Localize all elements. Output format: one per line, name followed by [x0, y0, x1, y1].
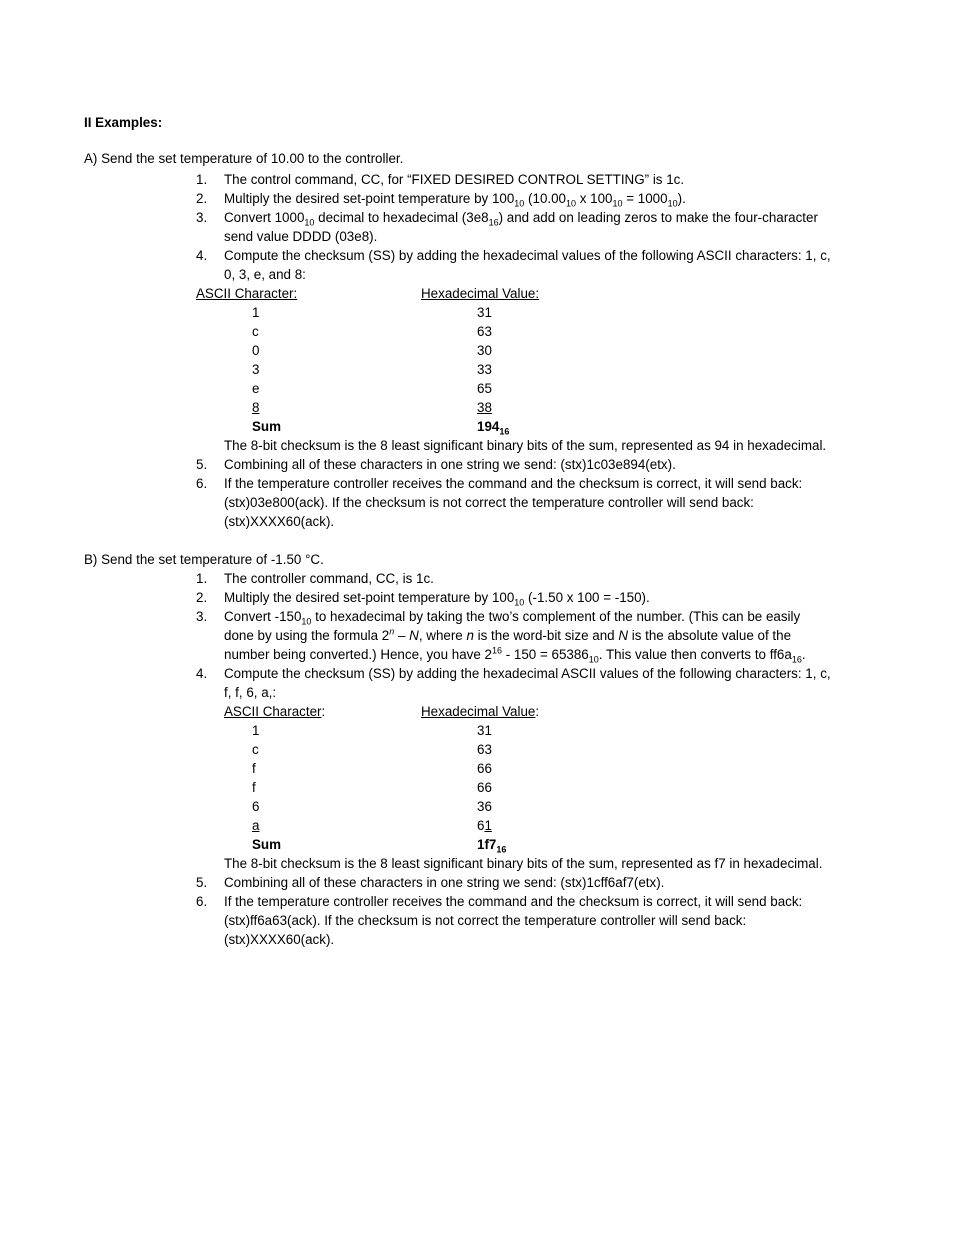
step-b6-line3: (stx)XXXX60(ack). — [224, 932, 335, 947]
table-b-char: f — [252, 780, 256, 795]
step-a1: The control command, CC, for “FIXED DESIRED CONTROL SETTING” is 1c. — [224, 172, 685, 187]
step-number: 2. — [196, 590, 208, 605]
checksum-note-b: The 8-bit checksum is the 8 least significant binary bits of the sum, represented as f7 in hexadecimal. — [224, 856, 823, 871]
table-a-hex: 30 — [477, 343, 492, 358]
table-b-hex: 63 — [477, 742, 492, 757]
table-b-char: f — [252, 761, 256, 776]
table-b-char: a — [252, 818, 260, 833]
table-a-hex: 38 — [477, 400, 492, 415]
step-b3-line1: Convert $-150_{10}$ to hexadecimal by taking the two’s complement of the number. (This can be easily — [224, 609, 801, 627]
table-a-char: 0 — [252, 343, 260, 358]
table-a-sum-value: $194_{16}$ — [477, 419, 510, 437]
table-a-hex: 31 — [477, 305, 492, 320]
section-heading: II Examples: — [84, 115, 163, 130]
table-b-header-ascii: ASCII Character: — [224, 704, 326, 719]
step-number: 3. — [196, 210, 208, 225]
table-a-hex: 63 — [477, 324, 492, 339]
step-a6-line2: (stx)03e800(ack). If the checksum is not correct the temperature controller will send back: — [224, 495, 754, 510]
step-a2: Multiply the desired set-point temperature by $100_{10}$ ($10.00_{10}$ x $100_{10} = 1000_{10}$). — [224, 191, 686, 209]
table-a-header-hex: Hexadecimal Value: — [421, 286, 540, 301]
table-b-char: 1 — [252, 723, 260, 738]
step-number: 3. — [196, 609, 208, 624]
table-a-hex: 65 — [477, 381, 492, 396]
step-number: 5. — [196, 457, 208, 472]
step-number: 2. — [196, 191, 208, 206]
step-number: 5. — [196, 875, 208, 890]
table-a-char: e — [252, 381, 260, 396]
table-b-sum-value: $1f7_{16}$ — [477, 837, 507, 855]
step-a6-line3: (stx)XXXX60(ack). — [224, 514, 335, 529]
step-number: 1. — [196, 571, 208, 586]
table-b-hex: 61 — [477, 818, 492, 833]
table-b-sum-label: Sum — [252, 837, 282, 852]
table-b-char: c — [252, 742, 259, 757]
table-a-header-ascii: ASCII Character: — [196, 286, 298, 301]
table-a-char: c — [252, 324, 259, 339]
step-a4-line2: 0, 3, e, and 8: — [224, 267, 306, 282]
step-a5: Combining all of these characters in one string we send: (stx)1c03e894(etx). — [224, 457, 676, 472]
step-a3-line2: send value DDDD (03e8). — [224, 229, 378, 244]
step-number: 1. — [196, 172, 208, 187]
table-b-char: 6 — [252, 799, 260, 814]
table-b-hex: 66 — [477, 761, 492, 776]
example-a-title: A) Send the set temperature of 10.00 to the controller. — [84, 151, 404, 166]
step-b2: Multiply the desired set-point temperature by $100_{10}$ (-1.50 x 100 = -150). — [224, 590, 650, 608]
step-a4-line1: Compute the checksum (SS) by adding the hexadecimal values of the following ASCII characters: 1, c, — [224, 248, 831, 263]
example-b-title: B) Send the set temperature of -1.50 °C. — [84, 552, 324, 567]
step-number: 4. — [196, 666, 208, 681]
table-b-hex: 31 — [477, 723, 492, 738]
step-b3-line2: done by using the formula 2$^n$ – N, where n is the word-bit size and N is the absolute value of the — [224, 626, 792, 643]
table-b-header-hex: Hexadecimal Value: — [421, 704, 540, 719]
step-b6-line2: (stx)ff6a63(ack). If the checksum is not correct the temperature controller will send back: — [224, 913, 747, 928]
step-b6-line1: If the temperature controller receives the command and the checksum is correct, it will send back: — [224, 894, 803, 909]
step-b4-line1: Compute the checksum (SS) by adding the hexadecimal ASCII values of the following characters: 1, c, — [224, 666, 831, 681]
step-number: 4. — [196, 248, 208, 263]
step-a3-line1: Convert $1000_{10}$ decimal to hexadecimal $(3e8_{16})$ and add on leading zeros to make the four-character — [224, 210, 818, 228]
step-a6-line1: If the temperature controller receives the command and the checksum is correct, it will send back: — [224, 476, 803, 491]
table-a-char: 1 — [252, 305, 260, 320]
step-b3-line3: number being converted.) Hence, you have $2^{16} - 150 = 65386_{10}$. This value then converts to $ff6a_{16}$. — [224, 645, 806, 665]
table-a-sum-label: Sum — [252, 419, 282, 434]
checksum-note-a: The 8-bit checksum is the 8 least significant binary bits of the sum, represented as 94 in hexadecimal. — [224, 438, 827, 453]
table-b-hex: 36 — [477, 799, 492, 814]
step-b4-line2: f, f, 6, a,: — [224, 685, 277, 700]
table-a-char: 8 — [252, 400, 260, 415]
step-b5: Combining all of these characters in one string we send: (stx)1cff6af7(etx). — [224, 875, 665, 890]
step-number: 6. — [196, 476, 208, 491]
table-a-char: 3 — [252, 362, 260, 377]
step-b1: The controller command, CC, is 1c. — [224, 571, 434, 586]
step-number: 6. — [196, 894, 208, 909]
table-a-hex: 33 — [477, 362, 492, 377]
table-b-hex: 66 — [477, 780, 492, 795]
